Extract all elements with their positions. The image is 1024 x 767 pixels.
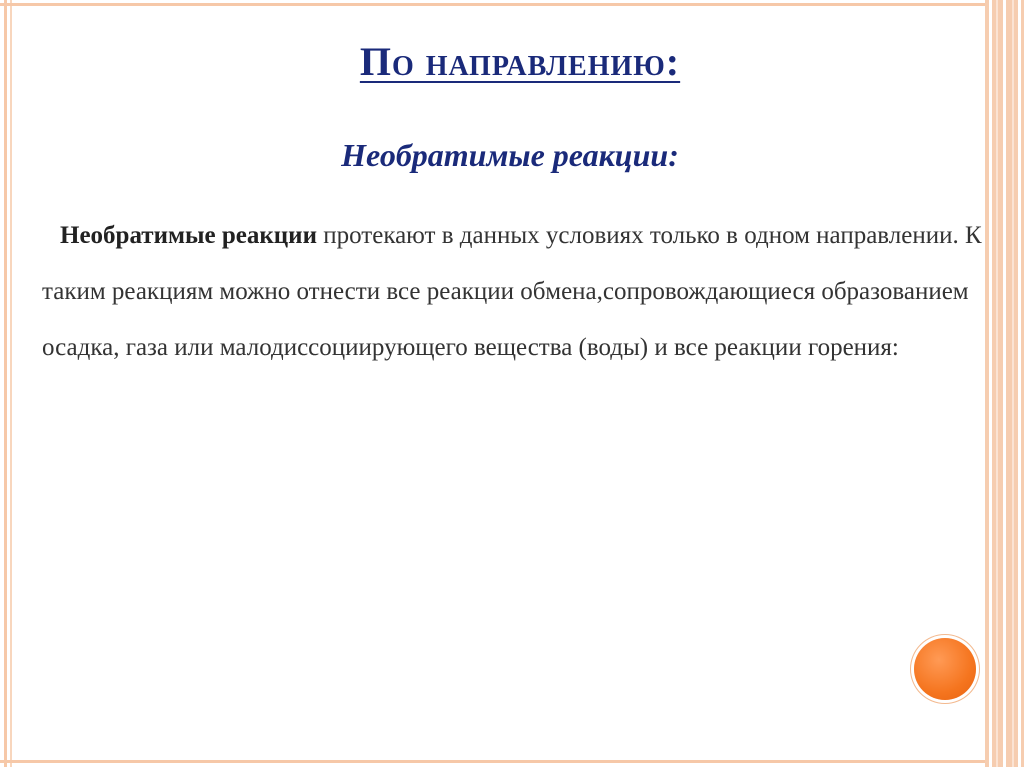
frame-left-inner-line — [10, 0, 12, 767]
band-stripe — [1012, 0, 1014, 767]
frame-left-line — [4, 0, 7, 767]
orange-circle-icon — [914, 638, 976, 700]
right-decorative-band — [985, 0, 1024, 767]
band-stripe — [996, 0, 998, 767]
frame-top-line — [0, 3, 985, 6]
band-stripe — [989, 0, 992, 767]
band-stripe — [1003, 0, 1006, 767]
band-stripe — [1018, 0, 1021, 767]
body-text: протекают в данных условиях только в одном направлении. К таким реакциям можно отнести все реакции обмена,сопровождающиеся образованием осадка, газа или малодиссоциирующего вещества (воды) и все реакции горения: — [42, 222, 982, 361]
body-paragraph — [42, 208, 982, 376]
frame-bottom-line — [0, 760, 985, 763]
body-lead-term: Необратимые реакции — [60, 222, 317, 249]
slide-subtitle: Необратимые реакции: — [341, 137, 679, 173]
slide-title: По направлению: — [359, 39, 681, 84]
